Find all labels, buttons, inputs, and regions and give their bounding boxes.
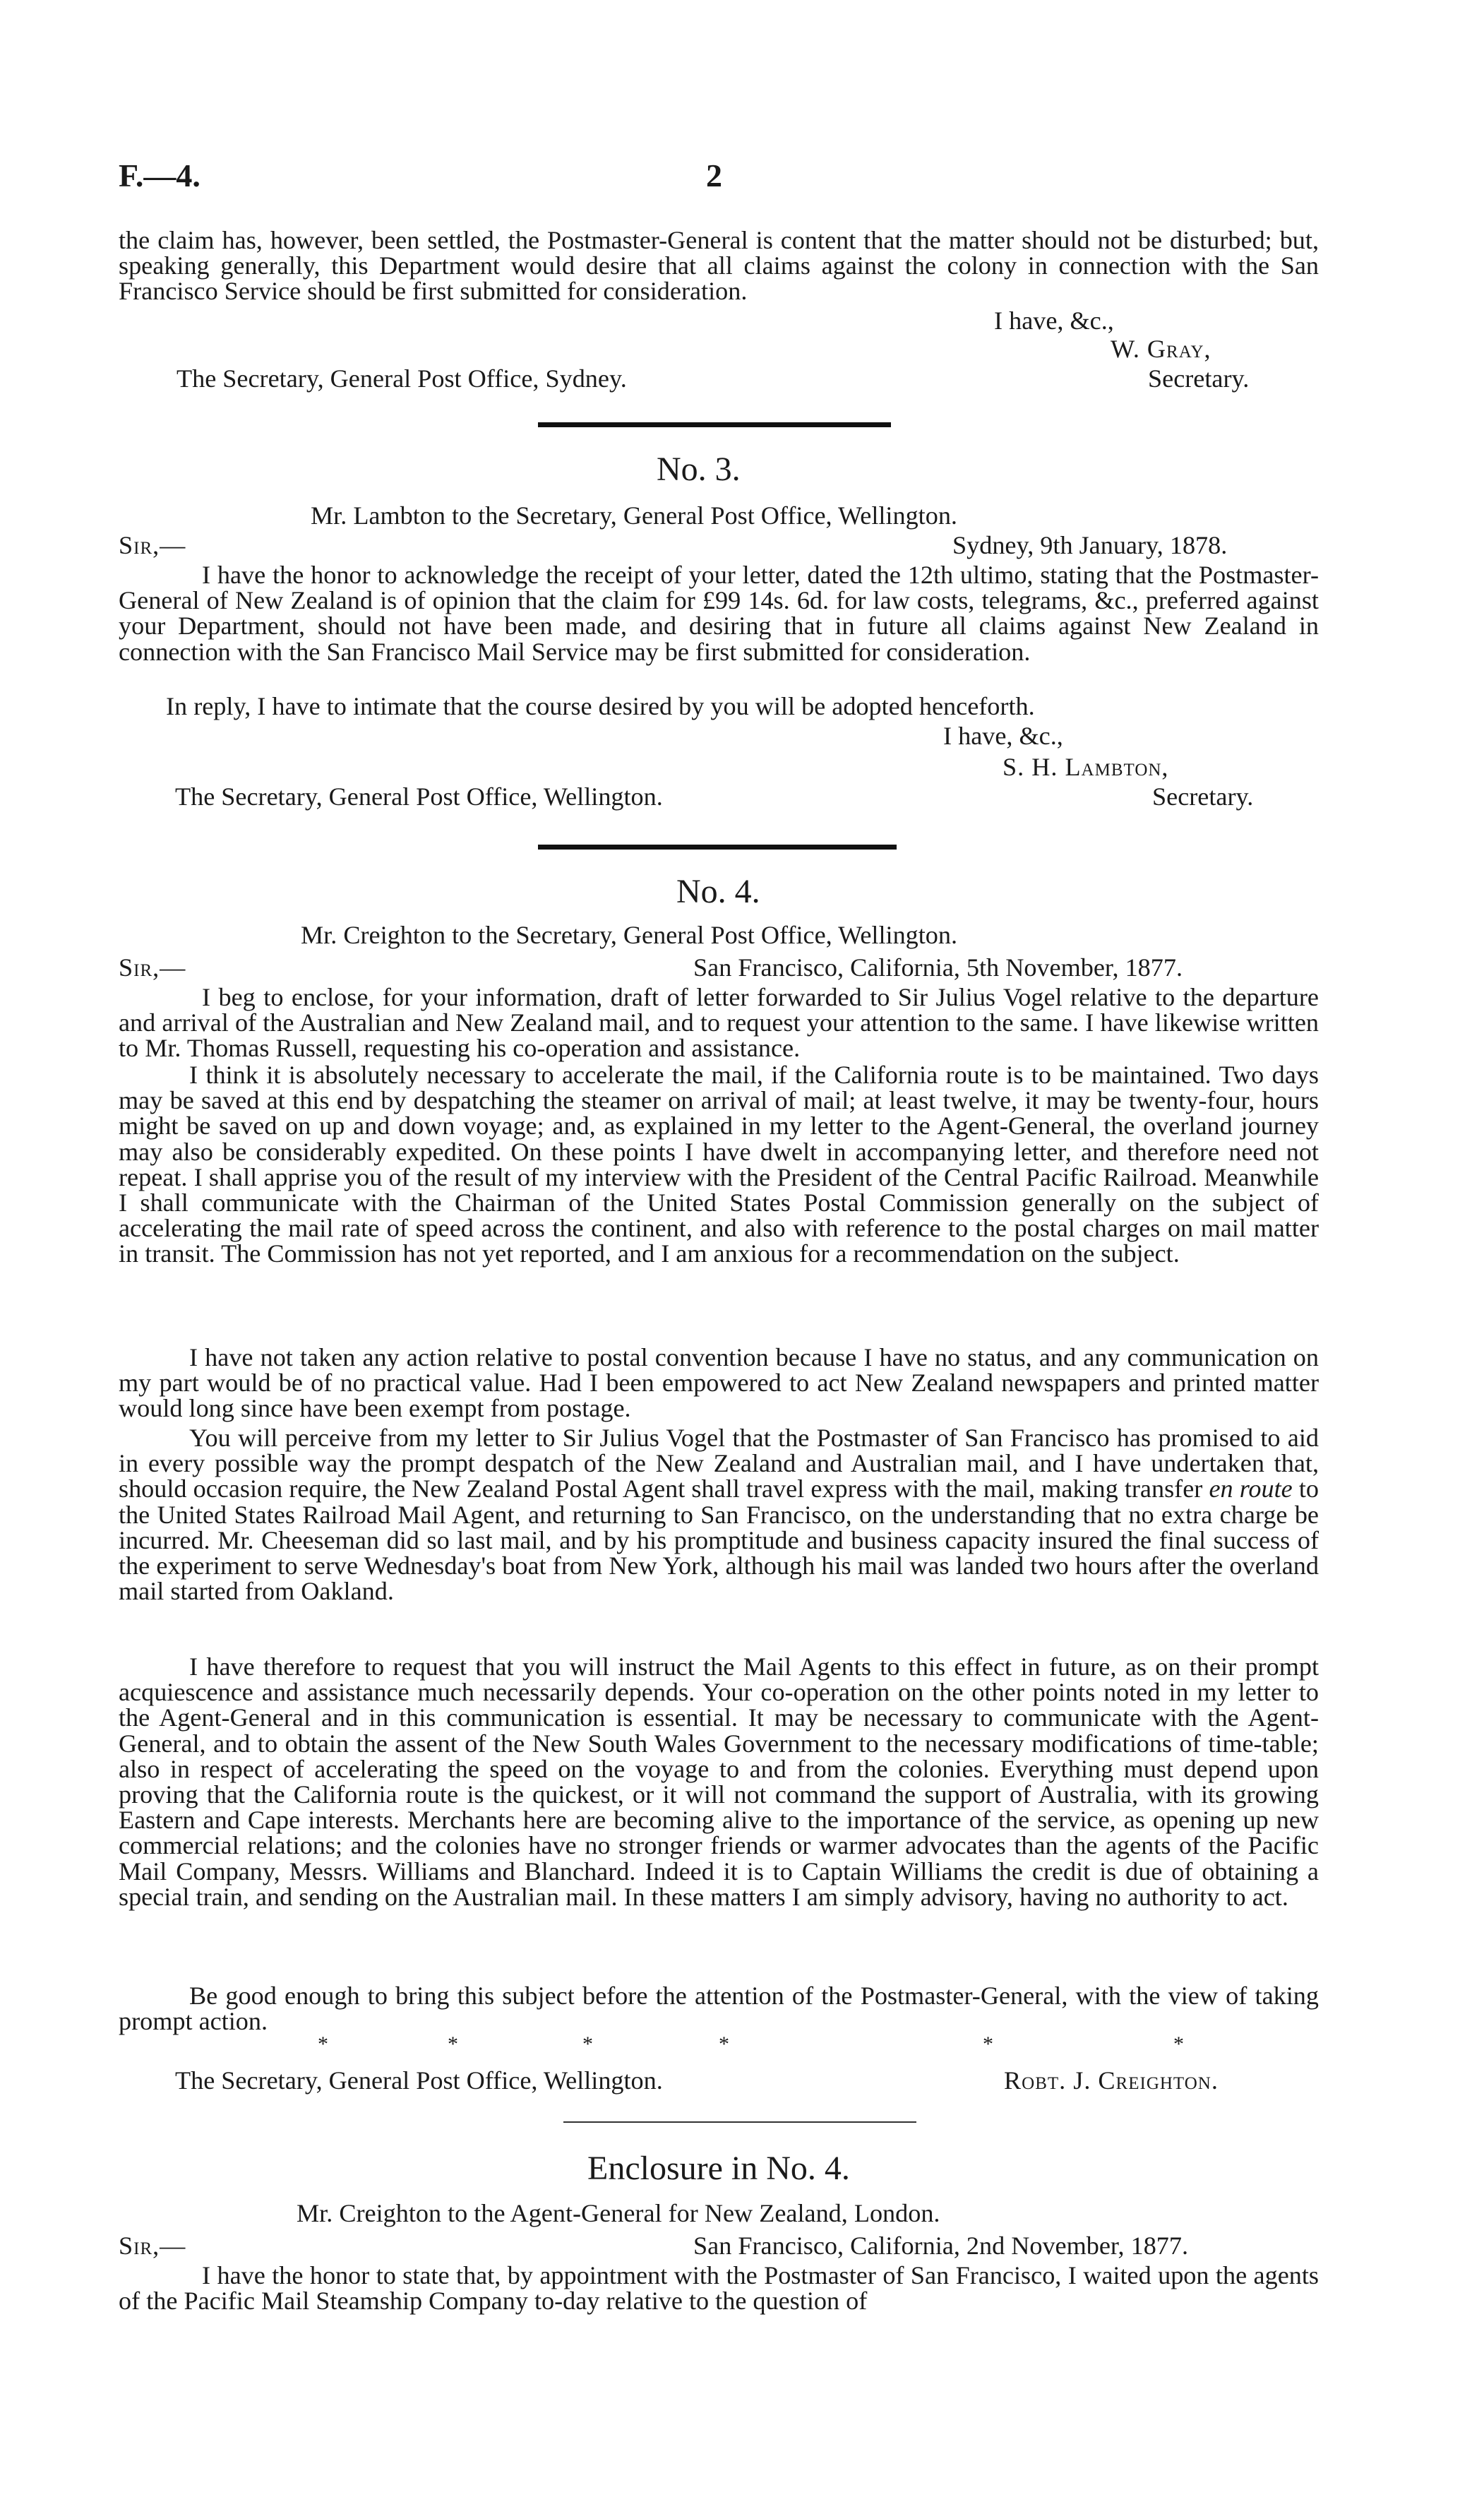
ellipsis-marks [0, 2032, 1484, 2061]
section-reference: F.—4. [119, 157, 201, 193]
ellipsis-star: * [582, 2032, 593, 2056]
ellipsis-star: * [448, 2032, 458, 2056]
continuation-addressee: The Secretary, General Post Office, Sydney. [176, 364, 627, 393]
enclosure-salutation: Sir,— [119, 2232, 186, 2260]
italic-phrase: en route [1209, 1475, 1293, 1503]
no3-addressee: The Secretary, General Post Office, Wellington. [175, 782, 663, 811]
no3-paragraph-2: In reply, I have to intimate that the course desired by you will be adopted henceforth. [166, 692, 1035, 720]
no3-signer-title: Secretary. [1152, 782, 1254, 811]
page-number: 2 [706, 157, 722, 193]
no4-paragraph-1: I beg to enclose, for your information, draft of letter forwarded to Sir Julius Vogel relative to the departure and arrival of the Australian and New Zealand mail, and to request your attention to the same. I have likewise written to Mr. Thomas Russell, requesting his co-operation and assistance. [119, 983, 1319, 1063]
no3-title: No. 3. [657, 451, 741, 488]
no4-paragraph-5: I have therefore to request that you will instruct the Mail Agents to this effect in future, as on their prompt acquiescence and assistance much necessarily depends. Your co-operation on the other points noted in my letter to the Agent-General and in this communication is essential. It may be necessary to communicate with the Agent-General, and to obtain the assent of the New South Wales Government to the necessary modifications of time-table; also in respect of accelerating the speed on the voyage to and from the colonies. Everything must depend upon proving that the California route is the quickest, or it will not command the support of Australia, with its growing Eastern and Cape interests. Merchants here are becoming alive to the importance of the service, as opening up new commercial relations; and the colonies have no stronger friends or warmer advocates than the agents of the Pacific Mail Company, Messrs. Williams and Blanchard. Indeed it is to Captain Williams the credit is due of obtaining a special train, and sending on the Australian mail. In these matters I am simply advisory, having no authority to act. [119, 1652, 1319, 1911]
ellipsis-star: * [719, 2032, 729, 2056]
no4-paragraph-3: I have not taken any action relative to postal convention because I have no status, and any communication on my part would be of no practical value. Had I been empowered to act New Zealand newspapers and printed matter would long since have been exempt from postage. [119, 1343, 1319, 1423]
no4-addressee: The Secretary, General Post Office, Wellington. [175, 2066, 663, 2095]
ellipsis-star: * [318, 2032, 328, 2056]
no4-signature: Robt. J. Creighton. [1004, 2066, 1219, 2095]
continuation-signer-title: Secretary. [1148, 364, 1250, 393]
enclosure-place-date: San Francisco, California, 2nd November, 1877. [693, 2232, 1189, 2260]
continuation-signature: W. Gray, [1111, 335, 1211, 363]
no3-salutation: Sir,— [119, 531, 186, 559]
ellipsis-star: * [983, 2032, 993, 2056]
no3-place-date: Sydney, 9th January, 1878. [952, 531, 1228, 559]
enclosure-subtitle: Mr. Creighton to the Agent-General for New Zealand, London. [297, 2199, 940, 2227]
enclosure-paragraph-1: I have the honor to state that, by appointment with the Postmaster of San Francisco, I waited upon the agents of the Pacific Mail Steamship Company to-day relative to the question of [119, 2261, 1319, 2316]
no3-signature: S. H. Lambton, [1003, 753, 1169, 781]
enclosure-title: Enclosure in No. 4. [587, 2150, 850, 2187]
section-divider [538, 422, 891, 427]
no3-subtitle: Mr. Lambton to the Secretary, General Post Office, Wellington. [311, 501, 957, 530]
continuation-body: the claim has, however, been settled, the Postmaster-General is content that the matter should not be disturbed; but, speaking generally, this Department would desire that all claims against the colony in connection with the San Francisco Service should be first submitted for consideration. [119, 226, 1319, 306]
no4-salutation: Sir,— [119, 953, 186, 982]
section-divider [538, 845, 897, 850]
no4-paragraph-4: You will perceive from my letter to Sir Julius Vogel that the Postmaster of San Francisco has promised to aid in every possible way the prompt despatch of the New Zealand and Australian mail, and I have undertaken that, should occasion require, the New Zealand Postal Agent shall travel express with the mail, making transfer en route to the United States Railroad Mail Agent, and returning to San Francisco, on the understanding that no extra charge be incurred. Mr. Cheeseman did so last mail, and by his promptitude and business capacity insured the final success of the experiment to serve Wednesday's boat from New York, although his mail was landed two hours after the overland mail started from Oakland. [119, 1424, 1319, 1606]
continuation-closing: I have, &c., [994, 306, 1114, 335]
no4-subtitle: Mr. Creighton to the Secretary, General Post Office, Wellington. [301, 921, 958, 949]
no4-place-date: San Francisco, California, 5th November, 1877. [693, 953, 1183, 982]
no4-paragraph-2: I think it is absolutely necessary to accelerate the mail, if the California route is to be maintained. Two days may be saved at this end by despatching the steamer on arrival of mail; at least twelve, it may be twenty-four, hours might be saved on up and down voyage; and, as explained in my letter to the Agent-General, the overland journey may also be considerably expedited. On these points I have dwelt in accompanying letter, and therefore need not repeat. I shall apprise you of the result of my interview with the President of the Central Pacific Railroad. Meanwhile I shall communicate with the Chairman of the United States Postal Commission generally on the subject of accelerating the mail rate of speed across the continent, and also with reference to the postal charges on mail matter in transit. The Commission has not yet reported, and I am anxious for a recommendation on the subject. [119, 1061, 1319, 1268]
section-divider [563, 2121, 916, 2123]
ellipsis-star: * [1173, 2032, 1184, 2056]
no4-title: No. 4. [676, 873, 760, 910]
no3-closing: I have, &c., [943, 722, 1063, 750]
no3-paragraph-1: I have the honor to acknowledge the receipt of your letter, dated the 12th ultimo, stating that the Postmaster-General of New Zealand is of opinion that the claim for £99 14s. 6d. for law costs, telegrams, &c., preferred against your Department, should not have been made, and desiring that in future all claims against New Zealand in connection with the San Francisco Mail Service may be first submitted for consideration. [119, 561, 1319, 666]
no4-paragraph-6: Be good enough to bring this subject before the attention of the Postmaster-General, with the view of taking prompt action. [119, 1982, 1319, 2036]
